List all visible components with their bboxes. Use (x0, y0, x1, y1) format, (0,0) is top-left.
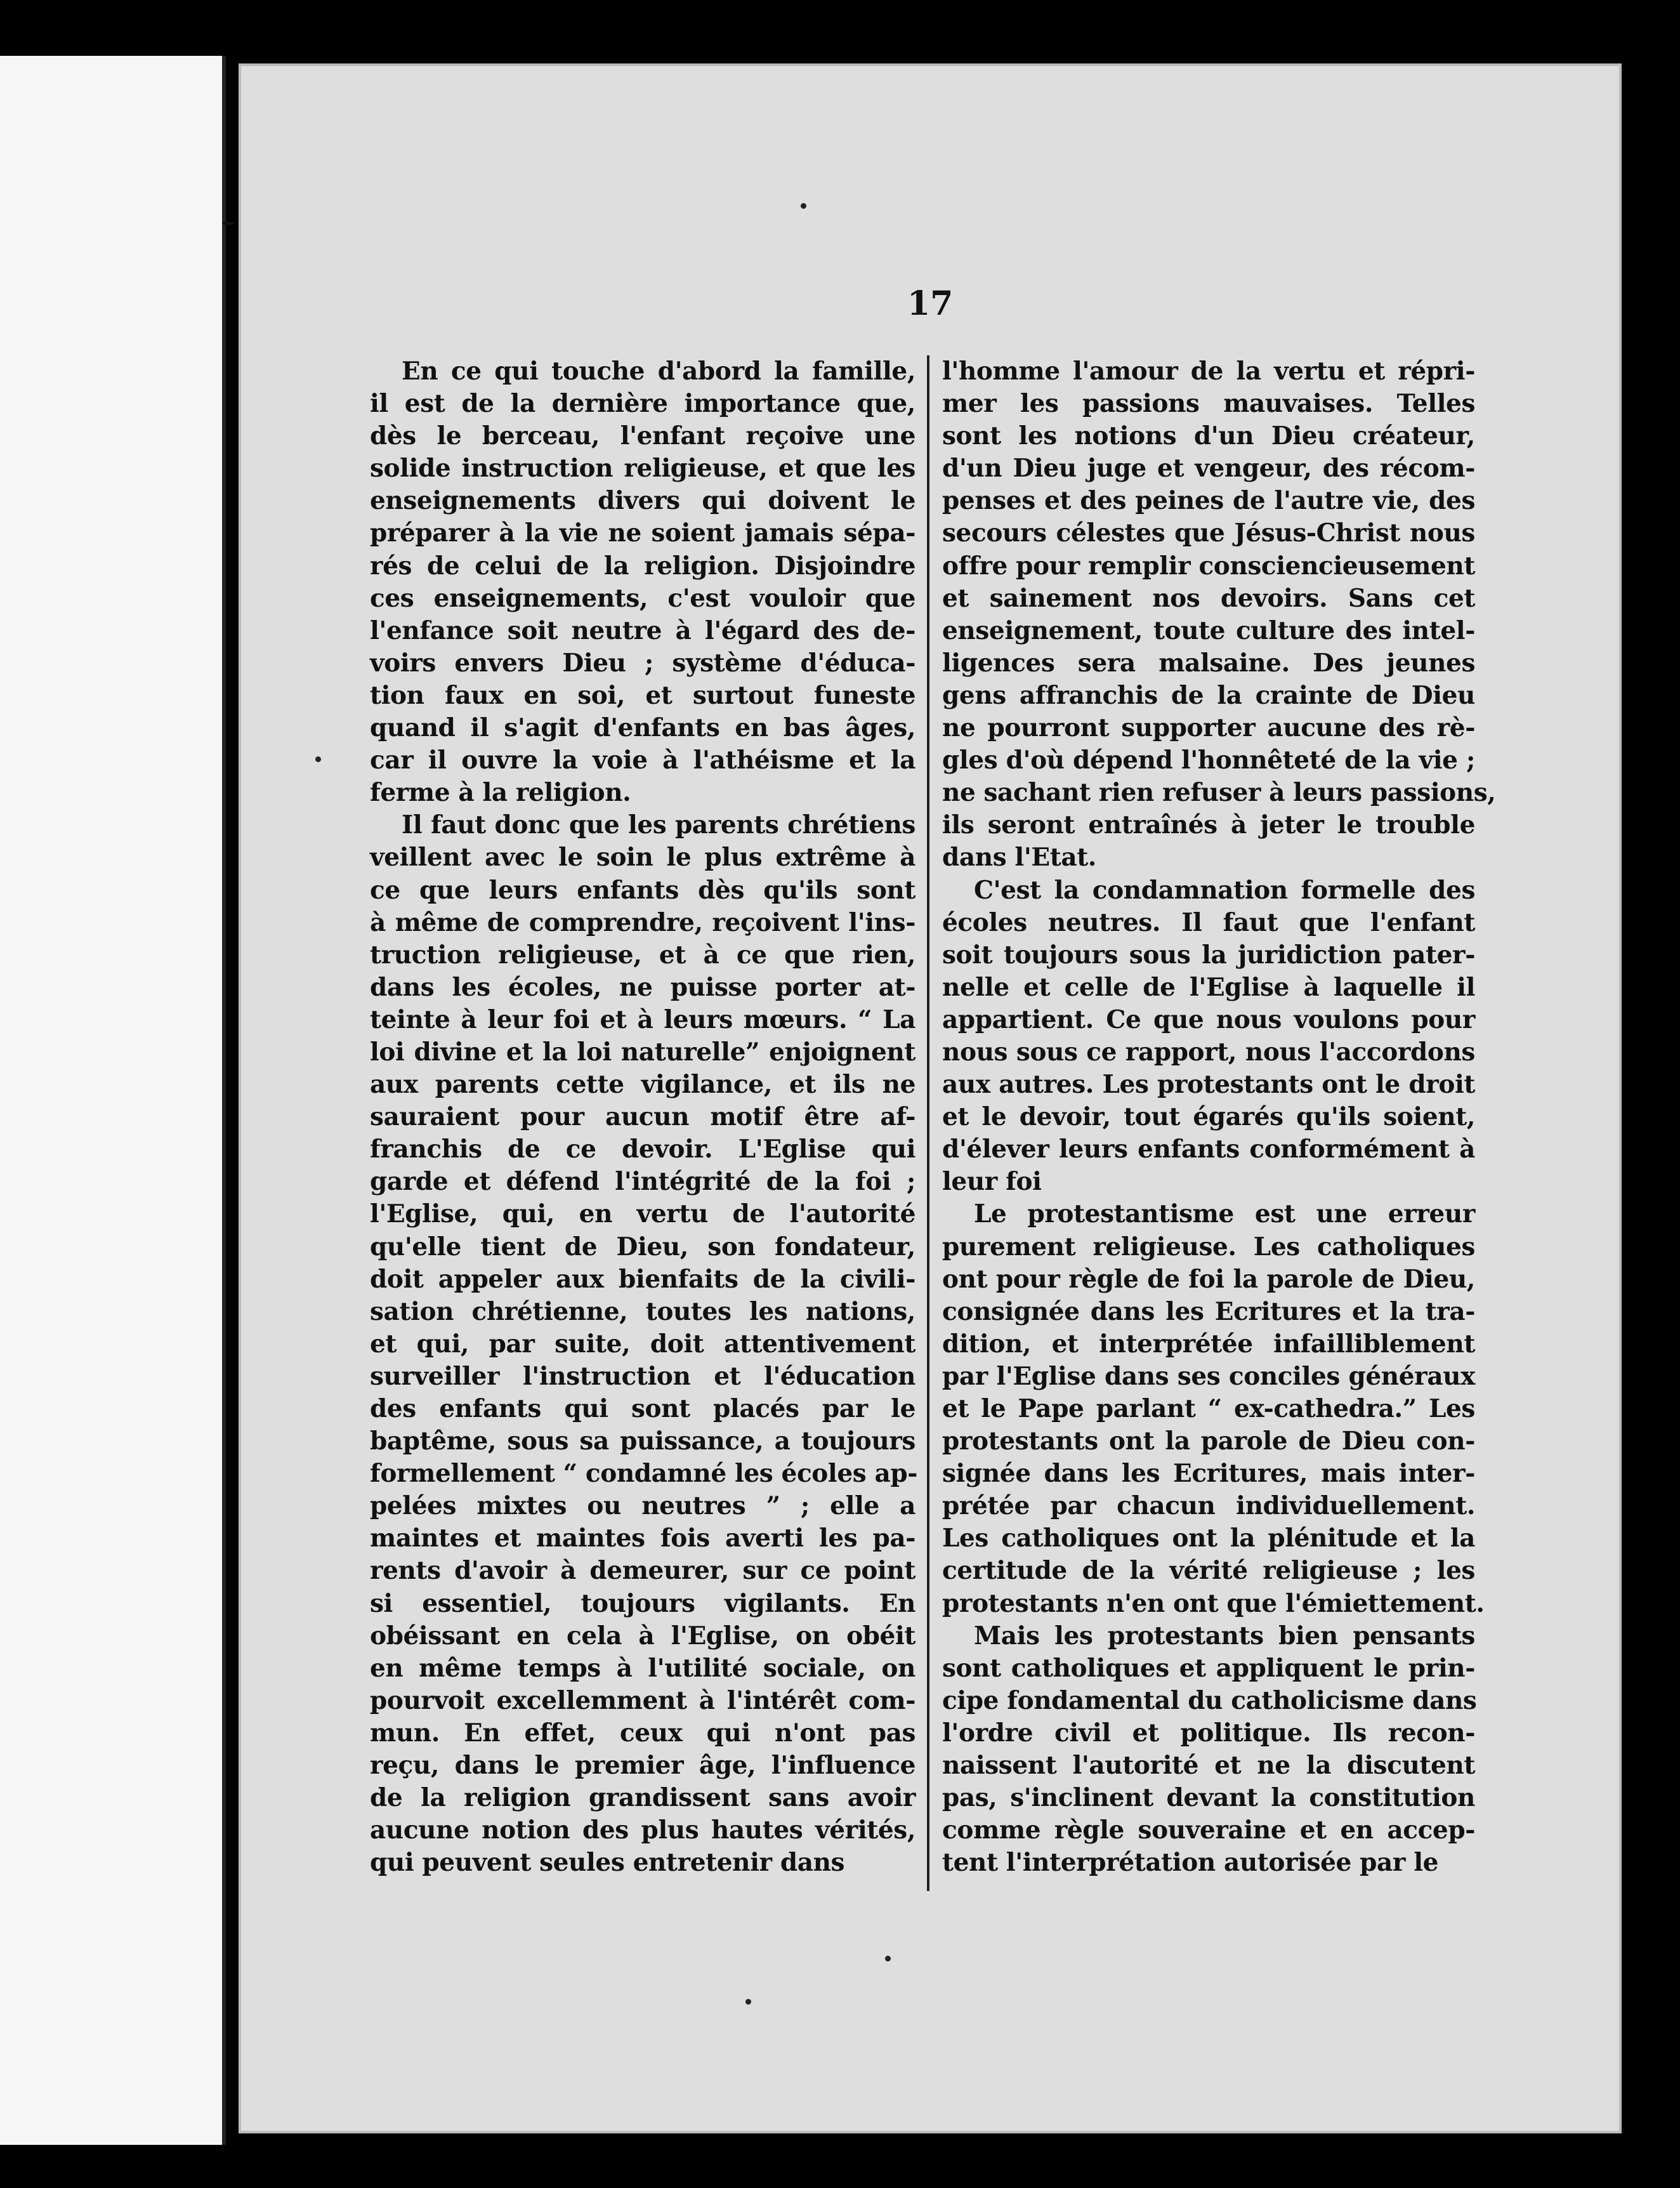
text-line: solide instruction religieuse, et que les (370, 454, 915, 484)
text-line: dès le berceau, l'enfant reçoive une (370, 421, 915, 451)
text-line: aux parents cette vigilance, et ils ne (370, 1070, 915, 1100)
text-line: reçu, dans le premier âge, l'influence (370, 1751, 915, 1781)
text-line: gens affranchis de la crainte de Dieu (942, 680, 1475, 710)
text-line: pas, s'inclinent devant la constitution (942, 1783, 1475, 1813)
text-line: ces enseignements, c'est vouloir que (370, 583, 915, 613)
text-line: ils seront entraînés à jeter le trouble (942, 810, 1475, 840)
text-line: Mais les protestants bien pensants (974, 1621, 1475, 1651)
text-line: aucune notion des plus hautes vérités, (370, 1816, 915, 1845)
scan-speck (315, 756, 321, 762)
text-line: Le protestantisme est une erreur (974, 1199, 1475, 1229)
text-line: il est de la dernière importance que, (370, 389, 915, 419)
text-line: protestants n'en ont que l'émiettement. (942, 1588, 1485, 1618)
text-line: consignée dans les Ecritures et la tra- (942, 1296, 1475, 1326)
text-line: l'homme l'amour de la vertu et répri- (942, 357, 1475, 386)
text-line: leur foi (942, 1167, 1042, 1197)
text-line: formellement “ condamné les écoles ap- (370, 1459, 917, 1489)
text-line: En ce qui touche d'abord la famille, (402, 357, 915, 386)
scan-speck (885, 1956, 891, 1961)
text-line: offre pour remplir consciencieusement (942, 551, 1475, 581)
text-line: et qui, par suite, doit attentivement (370, 1329, 915, 1359)
text-line: pourvoit excellemment à l'intérêt com- (370, 1685, 915, 1715)
text-line: l'enfance soit neutre à l'égard des de- (370, 616, 915, 645)
text-line: et le devoir, tout égarés qu'ils soient, (942, 1102, 1475, 1132)
text-line: teinte à leur foi et à leurs mœurs. “ La (370, 1005, 915, 1034)
text-line: enseignement, toute culture des intel- (942, 616, 1475, 645)
text-line: pelées mixtes ou neutres ” ; elle a (370, 1491, 915, 1521)
text-line: enseignements divers qui doivent le (370, 486, 915, 516)
text-line: dans les écoles, ne puisse porter at- (370, 972, 915, 1002)
text-line: dans l'Etat. (942, 843, 1096, 873)
text-line: Il faut donc que les parents chrétiens (402, 810, 915, 840)
column-divider (927, 355, 929, 1891)
text-line: écoles neutres. Il faut que l'enfant (942, 907, 1475, 937)
text-line: car il ouvre la voie à l'athéisme et la (370, 746, 915, 775)
text-line: veillent avec le soin le plus extrême à (370, 843, 915, 873)
text-line: tion faux en soi, et surtout funeste (370, 680, 915, 710)
text-line: ont pour règle de foi la parole de Dieu, (942, 1264, 1475, 1294)
text-line: ne sachant rien refuser à leurs passions, (942, 778, 1496, 808)
text-line: truction religieuse, et à ce que rien, (370, 940, 915, 970)
text-line: qu'elle tient de Dieu, son fondateur, (370, 1232, 915, 1262)
text-line: qui peuvent seules entretenir dans (370, 1848, 845, 1878)
text-line: surveiller l'instruction et l'éducation (370, 1361, 915, 1391)
text-line: d'un Dieu juge et vengeur, des récom- (942, 454, 1475, 484)
text-line: si essentiel, toujours vigilants. En (370, 1588, 915, 1618)
text-line: penses et des peines de l'autre vie, des (942, 486, 1475, 516)
text-line: ferme à la religion. (370, 778, 631, 808)
text-line: obéissant en cela à l'Eglise, on obéit (370, 1621, 915, 1651)
text-line: ce que leurs enfants dès qu'ils sont (370, 875, 915, 905)
text-line: l'ordre civil et politique. Ils recon- (942, 1718, 1475, 1748)
text-line: prétée par chacun individuellement. (942, 1491, 1475, 1521)
text-line: aux autres. Les protestants ont le droit (942, 1070, 1475, 1100)
text-line: sont les notions d'un Dieu créateur, (942, 421, 1475, 451)
text-line: tent l'interprétation autorisée par le (942, 1848, 1439, 1878)
text-line: nous sous ce rapport, nous l'accordons (942, 1037, 1475, 1067)
text-line: doit appeler aux bienfaits de la civili- (370, 1264, 915, 1294)
right-text-column (942, 355, 1496, 1879)
text-line: soit toujours sous la juridiction pater- (942, 940, 1475, 970)
text-line: C'est la condamnation formelle des (974, 875, 1475, 905)
text-line: naissent l'autorité et ne la discutent (942, 1751, 1475, 1781)
text-line: de la religion grandissent sans avoir (370, 1783, 915, 1813)
text-line: franchis de ce devoir. L'Eglise qui (370, 1135, 915, 1164)
text-line: ne pourront supporter aucune des rè- (942, 713, 1475, 743)
text-line: mun. En effet, ceux qui n'ont pas (370, 1718, 915, 1748)
text-line: des enfants qui sont placés par le (370, 1394, 915, 1423)
page-edge-mark (222, 222, 233, 225)
text-line: l'Eglise, qui, en vertu de l'autorité (370, 1199, 915, 1229)
page-number: 17 (907, 284, 954, 323)
text-line: d'élever leurs enfants conformément à (942, 1135, 1475, 1164)
text-line: signée dans les Ecritures, mais inter- (942, 1459, 1475, 1489)
text-line: nelle et celle de l'Eglise à laquelle il (942, 972, 1475, 1002)
text-line: maintes et maintes fois averti les pa- (370, 1524, 915, 1553)
text-line: voirs envers Dieu ; système d'éduca- (370, 648, 915, 678)
text-line: appartient. Ce que nous voulons pour (942, 1005, 1475, 1034)
text-line: ligences sera malsaine. Des jeunes (942, 648, 1475, 678)
text-line: en même temps à l'utilité sociale, on (370, 1653, 915, 1683)
text-line: secours célestes que Jésus-Christ nous (942, 518, 1475, 548)
text-line: préparer à la vie ne soient jamais sépa- (370, 518, 915, 548)
text-line: par l'Eglise dans ses conciles généraux (942, 1361, 1475, 1391)
text-line: cipe fondamental du catholicisme dans (942, 1685, 1477, 1715)
text-line: et le Pape parlant “ ex-cathedra.” Les (942, 1394, 1475, 1423)
text-line: baptême, sous sa puissance, a toujours (370, 1427, 915, 1456)
text-line: sont catholiques et appliquent le prin- (942, 1653, 1475, 1683)
text-line: à même de comprendre, reçoivent l'ins- (370, 907, 915, 937)
text-line: sation chrétienne, toutes les nations, (370, 1296, 915, 1326)
text-line: loi divine et la loi naturelle” enjoignent (370, 1037, 915, 1067)
text-line: comme règle souveraine et en accep- (942, 1816, 1475, 1845)
text-line: quand il s'agit d'enfants en bas âges, (370, 713, 915, 743)
facing-page-edge (0, 56, 226, 2145)
text-line: purement religieuse. Les catholiques (942, 1232, 1475, 1262)
scan-speck (745, 1999, 751, 2005)
text-line: Les catholiques ont la plénitude et la (942, 1524, 1475, 1553)
text-line: mer les passions mauvaises. Telles (942, 389, 1475, 419)
text-line: certitude de la vérité religieuse ; les (942, 1556, 1475, 1586)
text-line: rés de celui de la religion. Disjoindre (370, 551, 915, 581)
text-line: garde et défend l'intégrité de la foi ; (370, 1167, 915, 1197)
left-text-column (370, 355, 915, 1879)
scan-speck (801, 203, 806, 209)
text-line: sauraient pour aucun motif être af- (370, 1102, 915, 1132)
text-line: gles d'où dépend l'honnêteté de la vie ; (942, 746, 1475, 775)
text-line: rents d'avoir à demeurer, sur ce point (370, 1556, 915, 1586)
text-line: dition, et interprétée infailliblement (942, 1329, 1475, 1359)
text-line: et sainement nos devoirs. Sans cet (942, 583, 1475, 613)
text-line: protestants ont la parole de Dieu con- (942, 1427, 1475, 1456)
